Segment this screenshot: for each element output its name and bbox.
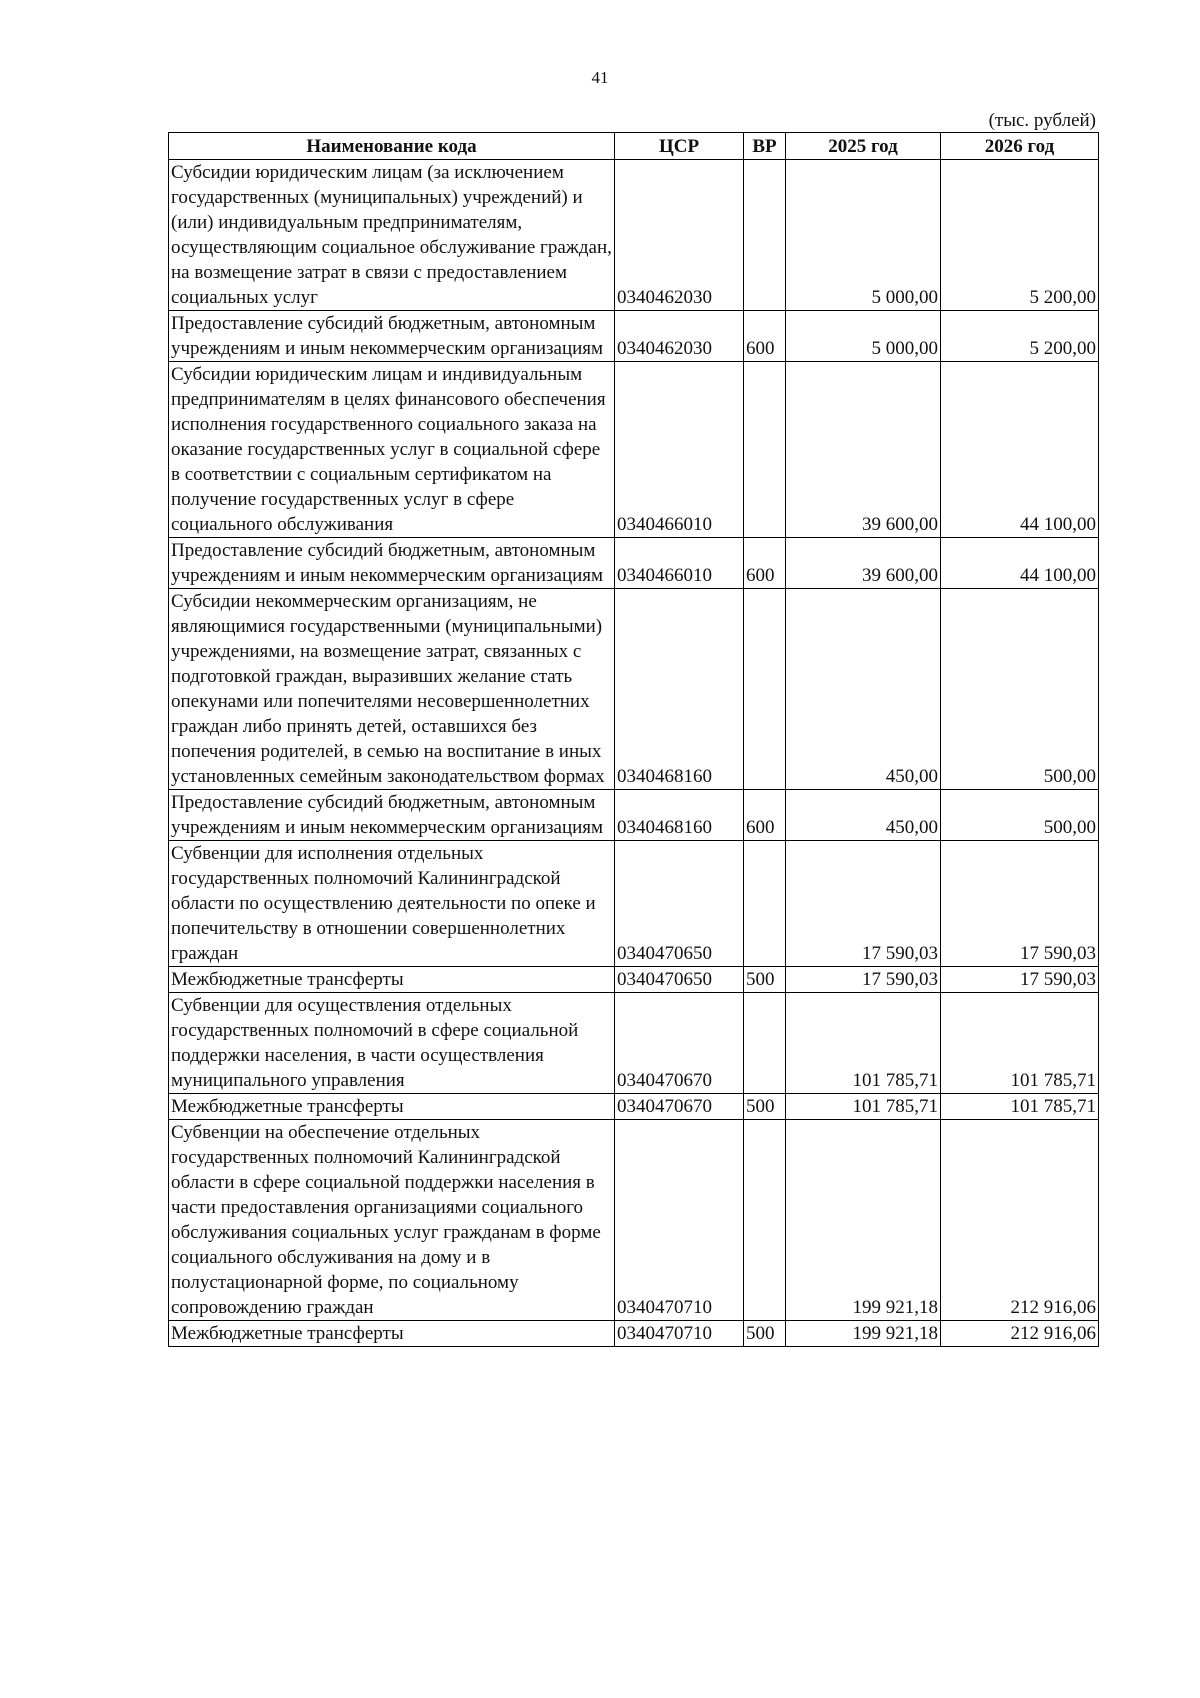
table-row: [169, 967, 1099, 993]
table-row: [169, 311, 1099, 362]
table-row: [169, 160, 1099, 311]
row-name: Предоставление субсидий бюджетным, автономным учреждениям и иным некоммерческим организациям: [169, 790, 615, 841]
row-2025: 39 600,00: [786, 538, 941, 589]
row-vr: [744, 993, 786, 1094]
row-name: Межбюджетные трансферты: [169, 1321, 615, 1347]
row-2026: 17 590,03: [941, 841, 1099, 967]
row-2025: 101 785,71: [786, 1094, 941, 1120]
row-csr: 0340470710: [615, 1321, 744, 1347]
row-csr: 0340462030: [615, 311, 744, 362]
table-row: [169, 1094, 1099, 1120]
table-row: [169, 841, 1099, 967]
row-2025: 17 590,03: [786, 841, 941, 967]
row-name: Предоставление субсидий бюджетным, автономным учреждениям и иным некоммерческим организациям: [169, 538, 615, 589]
table-row: [169, 538, 1099, 589]
row-2026: 5 200,00: [941, 160, 1099, 311]
row-2026: 44 100,00: [941, 362, 1099, 538]
table-row: [169, 1321, 1099, 1347]
units-label: (тыс. рублей): [988, 110, 1096, 131]
row-2026: 500,00: [941, 790, 1099, 841]
row-2026: 212 916,06: [941, 1120, 1099, 1321]
row-2026: 500,00: [941, 589, 1099, 790]
row-2026: 101 785,71: [941, 1094, 1099, 1120]
row-vr: [744, 362, 786, 538]
row-2026: 101 785,71: [941, 993, 1099, 1094]
row-name: Субвенции для осуществления отдельных государственных полномочий в сфере социальной поддержки населения, в части осуществления муниципального управления: [169, 993, 615, 1094]
row-csr: 0340470670: [615, 1094, 744, 1120]
row-2025: 5 000,00: [786, 160, 941, 311]
row-name: Предоставление субсидий бюджетным, автономным учреждениям и иным некоммерческим организациям: [169, 311, 615, 362]
row-csr: 0340468160: [615, 790, 744, 841]
row-vr: [744, 1120, 786, 1321]
row-csr: 0340470710: [615, 1120, 744, 1321]
table-header-row: [169, 133, 1099, 160]
row-name: Субвенции для исполнения отдельных государственных полномочий Калининградской области по осуществлению деятельности по опеке и попечительству в отношении совершеннолетних граждан: [169, 841, 615, 967]
header-vr: ВР: [744, 133, 786, 160]
row-2025: 17 590,03: [786, 967, 941, 993]
header-2026: 2026 год: [941, 133, 1099, 160]
row-name: Субсидии некоммерческим организациям, не являющимися государственными (муниципальными) учреждениями, на возмещение затрат, связанных с подготовкой граждан, выразивших желание стать опекунами или попечителями несовершеннолетних граждан либо принять детей, оставшихся без попечения родителей, в семью на воспитание в иных установленных семейным законодательством формах: [169, 589, 615, 790]
row-name: Субвенции на обеспечение отдельных государственных полномочий Калининградской области в сфере социальной поддержки населения в части предоставления организациями социального обслуживания социальных услуг гражданам в форме социального обслуживания на дому и в полустационарной форме, по социальному сопровождению граждан: [169, 1120, 615, 1321]
row-vr: 500: [744, 1321, 786, 1347]
row-name: Субсидии юридическим лицам и индивидуальным предпринимателям в целях финансового обеспечения исполнения государственного социального заказа на оказание государственных услуг в социальной сфере в соответствии с социальным сертификатом на получение государственных услуг в сфере социального обслуживания: [169, 362, 615, 538]
row-2025: 5 000,00: [786, 311, 941, 362]
row-vr: 600: [744, 311, 786, 362]
header-name: Наименование кода: [169, 133, 615, 160]
row-vr: 600: [744, 538, 786, 589]
row-2026: 17 590,03: [941, 967, 1099, 993]
row-csr: 0340470650: [615, 841, 744, 967]
row-csr: 0340470670: [615, 993, 744, 1094]
row-csr: 0340466010: [615, 538, 744, 589]
table-row: [169, 362, 1099, 538]
row-2026: 44 100,00: [941, 538, 1099, 589]
row-csr: 0340462030: [615, 160, 744, 311]
row-vr: 500: [744, 967, 786, 993]
row-vr: 500: [744, 1094, 786, 1120]
row-2025: 199 921,18: [786, 1120, 941, 1321]
row-csr: 0340470650: [615, 967, 744, 993]
row-vr: [744, 160, 786, 311]
row-name: Субсидии юридическим лицам (за исключением государственных (муниципальных) учреждений) и (или) индивидуальным предпринимателям, осуществляющим социальное обслуживание граждан, на возмещение затрат в связи с предоставлением социальных услуг: [169, 160, 615, 311]
row-2026: 5 200,00: [941, 311, 1099, 362]
budget-table: [168, 132, 1099, 1347]
row-2026: 212 916,06: [941, 1321, 1099, 1347]
page-number: 41: [591, 68, 609, 87]
table-row: [169, 790, 1099, 841]
row-2025: 450,00: [786, 589, 941, 790]
row-name: Межбюджетные трансферты: [169, 967, 615, 993]
row-2025: 450,00: [786, 790, 941, 841]
row-2025: 39 600,00: [786, 362, 941, 538]
row-vr: [744, 589, 786, 790]
row-name: Межбюджетные трансферты: [169, 1094, 615, 1120]
row-2025: 101 785,71: [786, 993, 941, 1094]
row-2025: 199 921,18: [786, 1321, 941, 1347]
row-vr: [744, 841, 786, 967]
header-2025: 2025 год: [786, 133, 941, 160]
table-row: [169, 993, 1099, 1094]
table-row: [169, 589, 1099, 790]
row-csr: 0340466010: [615, 362, 744, 538]
row-vr: 600: [744, 790, 786, 841]
row-csr: 0340468160: [615, 589, 744, 790]
header-csr: ЦСР: [615, 133, 744, 160]
table-row: [169, 1120, 1099, 1321]
